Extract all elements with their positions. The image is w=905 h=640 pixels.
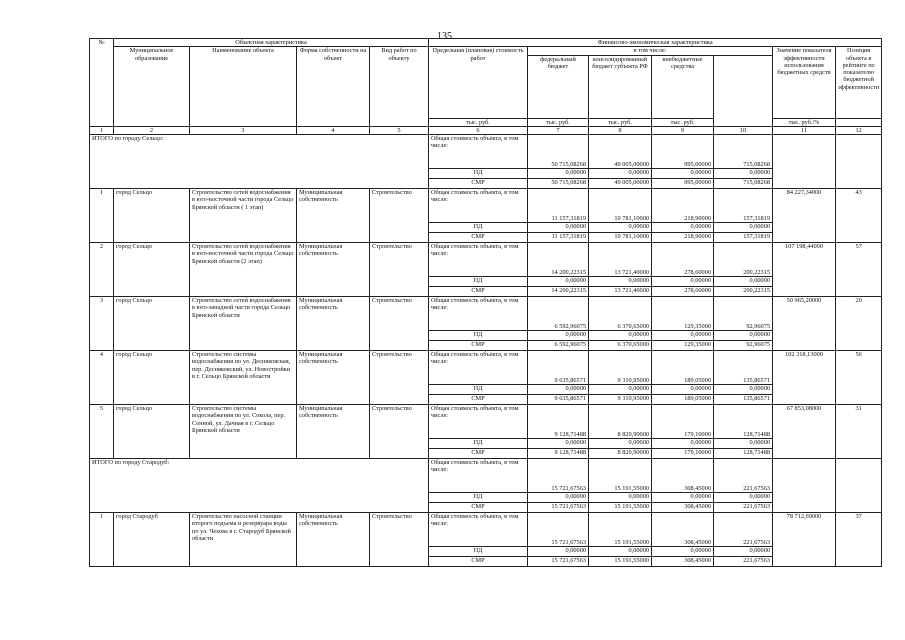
ownership-cell: Муниципальная собственность [297,243,370,297]
work-type-cell: Строительство [370,513,429,567]
rank-cell [836,135,882,189]
amount-cell: 0,00000 [589,277,652,287]
ownership-cell: Муниципальная собственность [297,351,370,405]
amount-cell: 9 310,95000 [589,351,652,385]
column-number-cell: 2 [114,126,190,134]
header-finance-group: Финансово-экономическая характеристика [429,39,882,47]
amount-cell: 0,00000 [652,547,714,557]
efficiency-cell: 107 198,44000 [773,243,836,297]
cost-type-label: ПД [429,169,528,179]
efficiency-cell: 84 227,34000 [773,189,836,243]
amount-cell: 15 721,67563 [528,459,589,493]
unit-cell: тыс. руб. [429,118,528,126]
amount-cell: 49 005,00000 [589,179,652,189]
column-number-row [90,126,882,134]
object-name-cell: Строительство насосной станции второго подъема и резервуара воды по ул. Чехова в г. Стародуб Брянской области [190,513,297,567]
header-rank: Позиция объекта в рейтинге по показателю бюджетной эффективности [836,47,882,118]
amount-cell: 0,00000 [589,385,652,395]
ownership-cell: Муниципальная собственность [297,405,370,459]
amount-cell: 0,00000 [652,277,714,287]
work-type-cell: Строительство [370,351,429,405]
column-number-cell: 11 [773,126,836,134]
unit-cell [714,118,773,126]
amount-cell: 49 005,00000 [589,135,652,169]
amount-cell: 0,00000 [528,439,589,449]
amount-cell: 218,90000 [652,189,714,223]
amount-cell: 9 128,71488 [528,449,589,459]
amount-cell: 10 781,10000 [589,233,652,243]
amount-cell: 0,00000 [652,331,714,341]
page-number: 135 [437,31,452,42]
cost-type-label: Общая стоимость объекта, в том числе: [429,351,528,385]
header-work-type: Вид работ по объекту [370,47,429,127]
table-body [90,135,882,567]
cost-type-label: СМР [429,557,528,567]
summary-title: ИТОГО по городу Сельцо: [90,135,429,189]
unit-cell: тыс. руб. [589,118,652,126]
amount-cell: 15 721,67563 [528,557,589,567]
amount-cell: 0,00000 [528,277,589,287]
amount-cell: 50 715,08268 [528,179,589,189]
object-name-cell: Строительство системы водоснабжения по ул. Десняковская, пер. Десняковский, ул. Новостройки в г. Сельцо Брянской области [190,351,297,405]
amount-cell: 218,90000 [652,233,714,243]
row-number: 2 [90,243,114,297]
cost-type-label: ПД [429,331,528,341]
table-row [90,243,882,277]
amount-cell: 179,10000 [652,449,714,459]
amount-cell: 15 191,55000 [589,513,652,547]
column-number-cell: 9 [652,126,714,134]
column-number-cell: 8 [589,126,652,134]
column-number-cell: 1 [90,126,114,134]
amount-cell: 308,45000 [652,459,714,493]
header-efficiency: Значение показателя эффективности использования бюджетных средств [773,47,836,118]
municipality-cell: город Стародуб [114,513,190,567]
amount-cell: 715,08268 [714,135,773,169]
amount-cell: 715,08268 [714,179,773,189]
amount-cell: 6 370,65000 [589,341,652,351]
amount-cell: 0,00000 [652,385,714,395]
amount-cell: 0,00000 [528,493,589,503]
rank-cell: 31 [836,405,882,459]
amount-cell: 0,00000 [528,169,589,179]
amount-cell: 189,05000 [652,351,714,385]
efficiency-cell: 78 712,69000 [773,513,836,567]
amount-cell: 157,31819 [714,189,773,223]
amount-cell: 278,60000 [652,287,714,297]
cost-type-label: Общая стоимость объекта, в том числе: [429,135,528,169]
header-object-name: Наименование объекта [190,47,297,127]
efficiency-cell: 50 965,20000 [773,297,836,351]
cost-type-label: СМР [429,341,528,351]
cost-type-label: СМР [429,233,528,243]
amount-cell: 0,00000 [528,223,589,233]
table-row [90,405,882,439]
amount-cell: 92,96075 [714,341,773,351]
amount-cell: 221,67563 [714,513,773,547]
amount-cell: 0,00000 [589,493,652,503]
cost-type-label: СМР [429,287,528,297]
cost-type-label: Общая стоимость объекта, в том числе: [429,405,528,439]
amount-cell: 0,00000 [589,169,652,179]
cost-type-label: СМР [429,503,528,513]
amount-cell: 0,00000 [652,169,714,179]
amount-cell: 128,71488 [714,449,773,459]
amount-cell: 0,00000 [589,439,652,449]
table-row [90,135,882,169]
row-number: 1 [90,513,114,567]
cost-type-label: ПД [429,493,528,503]
amount-cell: 128,71488 [714,405,773,439]
cost-type-label: ПД [429,439,528,449]
ownership-cell: Муниципальная собственность [297,189,370,243]
column-number-cell: 3 [190,126,297,134]
amount-cell: 92,96075 [714,297,773,331]
row-number: 3 [90,297,114,351]
rank-cell: 20 [836,297,882,351]
amount-cell: 0,00000 [652,493,714,503]
municipality-cell: город Сельцо [114,297,190,351]
header-federal: федеральный бюджет [528,55,589,118]
amount-cell: 0,00000 [714,277,773,287]
amount-cell: 0,00000 [714,169,773,179]
rank-cell: 43 [836,189,882,243]
cost-type-label: СМР [429,395,528,405]
column-number-cell: 10 [714,126,773,134]
table-row [90,189,882,223]
summary-title: ИТОГО по городу Стародуб: [90,459,429,513]
amount-cell: 15 191,55000 [589,503,652,513]
municipality-cell: город Сельцо [114,351,190,405]
amount-cell: 15 191,55000 [589,557,652,567]
efficiency-cell [773,135,836,189]
amount-cell: 0,00000 [714,547,773,557]
unit-cell: тыс. руб. [652,118,714,126]
efficiency-cell [773,459,836,513]
amount-cell: 9 635,86571 [528,395,589,405]
amount-cell: 200,22315 [714,287,773,297]
amount-cell: 179,10000 [652,405,714,439]
header-incl: в том числе: [528,47,773,55]
rank-cell: 57 [836,243,882,297]
header-object-group: Объектная характеристика [114,39,429,47]
amount-cell: 135,86571 [714,395,773,405]
header-total-cost: Предельная (плановая) стоимость работ [429,47,528,118]
row-number: 5 [90,405,114,459]
header-ownership: Форма собственности на объект [297,47,370,127]
amount-cell: 129,35000 [652,341,714,351]
cost-type-label: ПД [429,385,528,395]
header-num: № [90,39,114,127]
amount-cell: 0,00000 [528,547,589,557]
column-number-cell: 12 [836,126,882,134]
amount-cell: 221,67563 [714,503,773,513]
efficiency-cell: 67 853,08000 [773,405,836,459]
amount-cell: 11 157,31819 [528,189,589,223]
work-type-cell: Строительство [370,297,429,351]
amount-cell: 0,00000 [714,331,773,341]
object-name-cell: Строительство сетей водоснабжения в юго-западной части города Сельцо Брянской области [190,297,297,351]
amount-cell: 157,31819 [714,233,773,243]
cost-type-label: Общая стоимость объекта, в том числе: [429,297,528,331]
amount-cell: 15 191,55000 [589,459,652,493]
amount-cell: 308,45000 [652,503,714,513]
cost-type-label: ПД [429,277,528,287]
table-row [90,513,882,547]
cost-type-label: Общая стоимость объекта, в том числе: [429,189,528,223]
cost-type-label: Общая стоимость объекта, в том числе: [429,513,528,547]
amount-cell: 0,00000 [714,493,773,503]
work-type-cell: Строительство [370,189,429,243]
object-name-cell: Строительство сетей водоснабжения в юго-восточной части города Сельцо Брянской области ( 1 этап) [190,189,297,243]
rank-cell [836,459,882,513]
amount-cell: 6 370,65000 [589,297,652,331]
amount-cell: 14 200,22315 [528,287,589,297]
amount-cell: 9 128,71488 [528,405,589,439]
work-type-cell: Строительство [370,405,429,459]
amount-cell: 0,00000 [589,331,652,341]
amount-cell: 6 592,96075 [528,341,589,351]
amount-cell: 200,22315 [714,243,773,277]
amount-cell: 308,45000 [652,557,714,567]
municipality-cell: город Сельцо [114,189,190,243]
cost-type-label: СМР [429,449,528,459]
amount-cell: 15 721,67563 [528,513,589,547]
unit-cell: тыс. руб. [528,118,589,126]
amount-cell: 0,00000 [589,223,652,233]
unit-cell [836,118,882,126]
table-row [90,351,882,385]
amount-cell: 9 635,86571 [528,351,589,385]
amount-cell: 14 200,22315 [528,243,589,277]
work-type-cell: Строительство [370,243,429,297]
amount-cell: 278,60000 [652,243,714,277]
amount-cell: 0,00000 [714,223,773,233]
amount-cell: 129,35000 [652,297,714,331]
cost-type-label: ПД [429,223,528,233]
amount-cell: 0,00000 [714,439,773,449]
row-number: 4 [90,351,114,405]
efficiency-cell: 102 318,13000 [773,351,836,405]
amount-cell: 8 820,90000 [589,449,652,459]
ownership-cell: Муниципальная собственность [297,513,370,567]
amount-cell: 15 721,67563 [528,503,589,513]
header-offbudget: внебюджетные средства [652,55,714,118]
amount-cell: 995,00000 [652,135,714,169]
ownership-cell: Муниципальная собственность [297,297,370,351]
object-name-cell: Строительство системы водоснабжения по ул. Сокола, пер. Сенной, ул. Дачная в г. Сельцо Брянской области [190,405,297,459]
table-row [90,297,882,331]
amount-cell: 135,86571 [714,351,773,385]
municipality-cell: город Сельцо [114,405,190,459]
amount-cell: 221,67563 [714,459,773,493]
table-row [90,459,882,493]
amount-cell: 308,45000 [652,513,714,547]
amount-cell: 6 592,96075 [528,297,589,331]
amount-cell: 189,05000 [652,395,714,405]
amount-cell: 0,00000 [652,223,714,233]
amount-cell: 0,00000 [714,385,773,395]
column-number-cell: 4 [297,126,370,134]
amount-cell: 50 715,08268 [528,135,589,169]
amount-cell: 0,00000 [528,331,589,341]
amount-cell: 0,00000 [652,439,714,449]
cost-type-label: ПД [429,547,528,557]
amount-cell: 11 157,31819 [528,233,589,243]
column-number-cell: 5 [370,126,429,134]
cost-type-label: Общая стоимость объекта, в том числе: [429,459,528,493]
header-blank [714,55,773,118]
column-number-cell: 6 [429,126,528,134]
amount-cell: 13 721,40000 [589,287,652,297]
cost-type-label: Общая стоимость объекта, в том числе: [429,243,528,277]
cost-type-label: СМР [429,179,528,189]
amount-cell: 9 310,95000 [589,395,652,405]
amount-cell: 13 721,40000 [589,243,652,277]
header-regional: консолидированный бюджет субъекта РФ [589,55,652,118]
amount-cell: 8 820,90000 [589,405,652,439]
column-number-cell: 7 [528,126,589,134]
row-number: 1 [90,189,114,243]
amount-cell: 995,00000 [652,179,714,189]
amount-cell: 221,67563 [714,557,773,567]
municipality-cell: город Сельцо [114,243,190,297]
rank-cell: 56 [836,351,882,405]
investment-table [89,38,882,567]
amount-cell: 10 781,10000 [589,189,652,223]
header-municipality: Муниципальное образование [114,47,190,127]
object-name-cell: Строительство сетей водоснабжения в юго-восточной части города Сельцо Брянской области (2 этап) [190,243,297,297]
amount-cell: 0,00000 [528,385,589,395]
amount-cell: 0,00000 [589,547,652,557]
unit-cell: тыс. руб./% [773,118,836,126]
rank-cell: 37 [836,513,882,567]
